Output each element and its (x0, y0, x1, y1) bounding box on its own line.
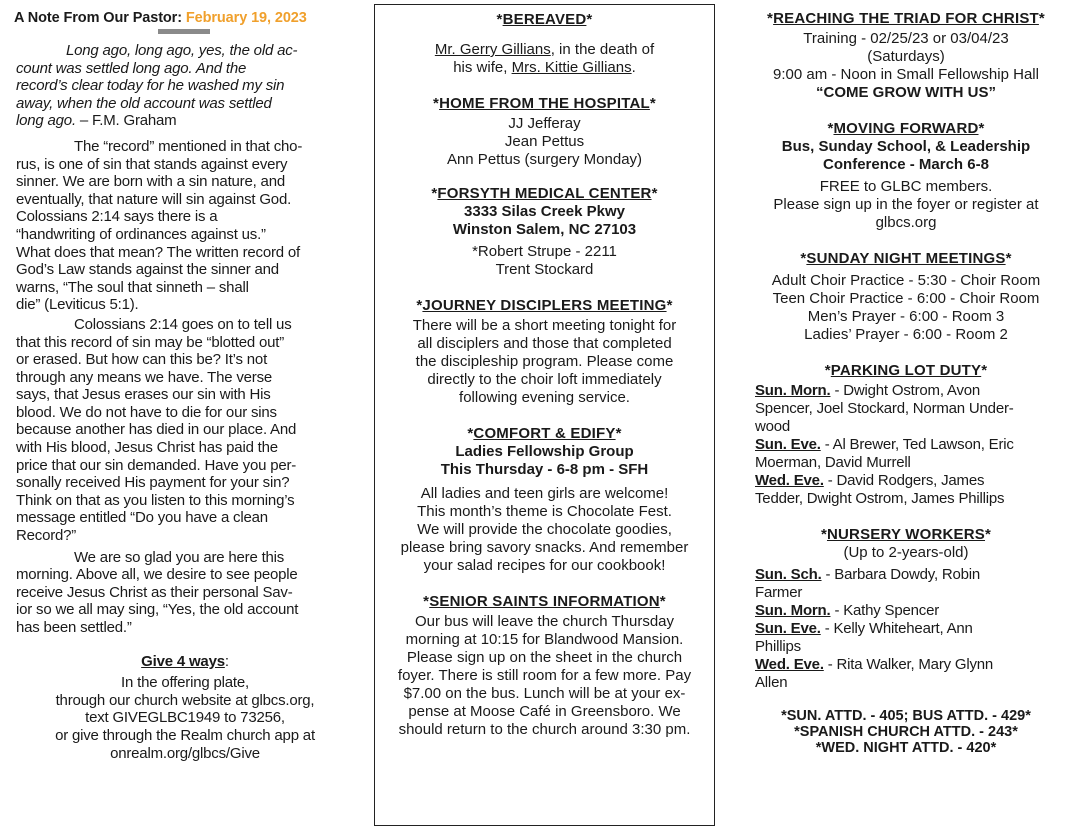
text-line: says, that Jesus erases our sin with His (16, 386, 271, 404)
bereaved-name: Mr. Gerry Gillians (434, 41, 551, 58)
attendance-line: *SUN. ATTD. - 405; BUS ATTD. - 429* (781, 708, 1031, 724)
senior-title: SENIOR SAINTS INFORMATION (429, 593, 660, 610)
text-line: morning. Above all, we desire to see people (16, 566, 298, 584)
nursery-label: Sun. Morn. (755, 602, 831, 619)
journey-title: JOURNEY DISCIPLERS MEETING (422, 297, 667, 314)
parking-label: Sun. Morn. (755, 382, 831, 399)
text-line: “handwriting of ordinances against us.” (16, 225, 266, 243)
triad-line: Training - 02/25/23 or 03/04/23 (803, 30, 1009, 47)
parking-title: PARKING LOT DUTY (830, 362, 982, 379)
text-line: sonally received His payment for your sin? (16, 474, 290, 492)
poem-line: Long ago, long ago, yes, the old ac- (66, 42, 298, 59)
nursery-names: Farmer (755, 584, 803, 601)
poem-line: count was settled long ago. And the (16, 59, 247, 77)
nursery-names: - Kelly Whiteheart, Ann (820, 620, 973, 637)
parking-list (745, 382, 1067, 508)
moving-title: MOVING FORWARD (833, 120, 979, 137)
forsyth-line: *Robert Strupe - 2211 (472, 243, 617, 260)
text-line: The “record” mentioned in that cho- (74, 137, 303, 155)
paragraph-2 (16, 316, 354, 545)
nursery-list (745, 566, 1067, 692)
meeting-line: Men’s Prayer - 6:00 - Room 3 (807, 308, 1005, 325)
bereaved-section: *BEREAVED* Mr. Gerry Gillians, in the death of his wife, Mrs. Kittie Gillians. (434, 11, 655, 76)
senior-line: should return to the church around 3:30 pm. (398, 721, 691, 738)
text-line: Colossians 2:14 goes on to tell us (74, 315, 292, 333)
comfort-bold-line: This Thursday - 6-8 pm - SFH (440, 461, 649, 478)
poem-attribution: – F.M. Graham (75, 112, 177, 130)
comfort-title: COMFORT & EDIFY (473, 425, 616, 442)
give-section (16, 653, 354, 763)
nursery-names: - Barbara Dowdy, Robin (821, 566, 981, 583)
bereaved-text: . (631, 59, 636, 76)
parking-names: Spencer, Joel Stockard, Norman Under- (755, 400, 1014, 417)
journey-line: all disciplers and those that completed (417, 335, 672, 352)
senior-line: foyer. There is still room for a few more. Pay (397, 667, 692, 684)
senior-line: morning at 10:15 for Blandwood Mansion. (405, 631, 684, 648)
senior-line: $7.00 on the bus. Lunch will be at your ex- (403, 685, 686, 702)
journey-section: *JOURNEY DISCIPLERS MEETING* There will be a short meeting tonight for all disciplers and those that completed the discipleship program. Please come directly to the choir loft immediately following evening service. (375, 297, 714, 407)
bereaved-text: his wife, (453, 59, 512, 76)
forsyth-section: *FORSYTH MEDICAL CENTER* 3333 Silas Creek Pkwy Winston Salem, NC 27103 *Robert Strupe - 2211 Trent Stockard (375, 185, 714, 279)
text-line: warns, “The soul that sinneth – shall (16, 278, 249, 296)
text-line: Record?” (16, 527, 77, 545)
announcements-box (374, 4, 715, 826)
pastor-note-header (14, 10, 354, 26)
parking-names: Tedder, Dwight Ostrom, James Phillips (755, 490, 1005, 507)
text-line: Colossians 2:14 says there is a (16, 208, 218, 226)
parking-names: Moerman, David Murrell (755, 454, 911, 471)
text-line: Think on that as you listen to this morning’s (16, 491, 295, 509)
nursery-subtitle: (Up to 2-years-old) (843, 544, 969, 561)
moving-bold-line: Bus, Sunday School, & Leadership (781, 138, 1031, 155)
text-line: price that our sin demanded. Have you per- (16, 456, 297, 474)
comfort-bold-line: Ladies Fellowship Group (455, 443, 634, 460)
text-line: eventually, that nature will sin against God. (16, 190, 292, 208)
text-line: with His blood, Jesus Christ has paid the (16, 439, 278, 457)
header-rule (158, 29, 210, 34)
text-line: or erased. But how can this be? It’s not (16, 351, 268, 369)
give-line: or give through the Realm church app at (55, 726, 315, 744)
senior-section: *SENIOR SAINTS INFORMATION* Our bus will leave the church Thursday morning at 10:15 for Blandwood Mansion. Please sign up on the sheet in the church foyer. There is still room for a few more. Pay $7.00 on the bus. Lunch will be at your ex- pense at Moose Café in Greensboro. We should return to the church around 3:30 pm. (375, 593, 714, 739)
nursery-label: Sun. Eve. (755, 620, 821, 637)
senior-line: Our bus will leave the church Thursday (414, 613, 674, 630)
nursery-label: Wed. Eve. (755, 656, 824, 673)
senior-line: pense at Moose Café in Greensboro. We (408, 703, 681, 720)
text-line: that this record of sin may be “blotted out” (16, 333, 285, 351)
nursery-names: Allen (755, 674, 788, 691)
comfort-line: your salad recipes for our cookbook! (423, 557, 666, 574)
parking-label: Sun. Eve. (755, 436, 821, 453)
give-line: In the offering plate, (121, 674, 249, 692)
moving-line: Please sign up in the foyer or register at (773, 196, 1039, 213)
text-line: God’s Law stands against the sinner and (16, 261, 279, 279)
triad-title: REACHING THE TRIAD FOR CHRIST (773, 10, 1039, 27)
give-line: through our church website at glbcs.org, (55, 691, 315, 709)
moving-line: FREE to GLBC members. (819, 178, 993, 195)
text-line: die” (Leviticus 5:1). (16, 296, 139, 314)
text-line: through any means we have. The verse (16, 368, 273, 386)
nursery-title-row: *NURSERY WORKERS* (Up to 2-years-old) (745, 526, 1067, 562)
moving-bold-line: Conference - March 6-8 (823, 156, 989, 173)
parking-names: wood (755, 418, 791, 435)
text-line: ior so we all may sing, “Yes, the old account (16, 601, 299, 619)
poem-line: record’s clear today for he washed my sin (16, 77, 285, 95)
triad-line: 9:00 am - Noon in Small Fellowship Hall (773, 66, 1039, 83)
sunday-night-section: *SUNDAY NIGHT MEETINGS* Adult Choir Practice - 5:30 - Choir Room Teen Choir Practice - 6:00 - Choir Room Men’s Prayer - 6:00 - Room 3 Ladies’ Prayer - 6:00 - Room 2 (745, 250, 1067, 344)
moving-line: glbcs.org (875, 214, 937, 231)
forsyth-title: FORSYTH MEDICAL CENTER (437, 185, 652, 202)
forsyth-line: Trent Stockard (495, 261, 594, 278)
text-line: rus, is one of sin that stands against every (16, 155, 288, 173)
pastor-note-column (8, 0, 354, 762)
text-line: blood. We do not have to die for our sins (16, 403, 277, 421)
parking-label: Wed. Eve. (755, 472, 824, 489)
sunday-night-title: SUNDAY NIGHT MEETINGS (806, 250, 1006, 267)
text-line: has been settled.” (16, 619, 132, 636)
schedule-column (745, 0, 1067, 756)
forsyth-address: Winston Salem, NC 27103 (452, 221, 637, 238)
give-line: onrealm.org/glbcs/Give (110, 744, 260, 762)
comfort-section: *COMFORT & EDIFY* Ladies Fellowship Group This Thursday - 6-8 pm - SFH All ladies and teen girls are welcome! This month’s theme is Chocolate Fest. We will provide the chocolate goodies, please bring savory snacks. And remember your salad recipes for our cookbook! (375, 425, 714, 575)
hospital-line: Jean Pettus (504, 133, 585, 150)
pastor-note-date: February 19, 2023 (185, 10, 307, 26)
pastor-note-label: A Note From Our Pastor: (14, 10, 182, 26)
parking-names: - Dwight Ostrom, Avon (830, 382, 981, 399)
hospital-line: JJ Jefferay (508, 115, 581, 132)
text-line: receive Jesus Christ as their personal Sav- (16, 583, 293, 601)
give-colon: : (224, 652, 229, 670)
give-title: Give 4 ways (141, 652, 225, 670)
poem-line: away, when the old account was settled (16, 94, 272, 112)
journey-line: There will be a short meeting tonight for (412, 317, 677, 334)
nursery-label: Sun. Sch. (755, 566, 822, 583)
journey-line: following evening service. (459, 389, 630, 406)
senior-line: Please sign up on the sheet in the church (406, 649, 683, 666)
hymn-quote (16, 42, 354, 130)
forsyth-address: 3333 Silas Creek Pkwy (464, 203, 625, 220)
nursery-names: - Kathy Spencer (830, 602, 940, 619)
text-line: What does that mean? The written record of (16, 243, 300, 261)
nursery-title: NURSERY WORKERS (826, 526, 986, 543)
nursery-names: Phillips (755, 638, 801, 655)
bereaved-text: , in the death of (550, 41, 655, 58)
comfort-line: We will provide the chocolate goodies, (417, 521, 672, 538)
give-line: text GIVEGLBC1949 to 73256, (85, 709, 285, 727)
hospital-line: Ann Pettus (surgery Monday) (446, 151, 643, 168)
text-line: because another has died in our place. And (16, 421, 297, 439)
comfort-line: All ladies and teen girls are welcome! (420, 485, 669, 502)
attendance-line: *WED. NIGHT ATTD. - 420* (815, 740, 997, 756)
comfort-line: This month’s theme is Chocolate Fest. (417, 503, 672, 520)
meeting-line: Teen Choir Practice - 6:00 - Choir Room (772, 290, 1040, 307)
text-line: sinner. We are born with a sin nature, and (16, 173, 285, 191)
text-line: message entitled “Do you have a clean (16, 509, 268, 527)
hospital-title: HOME FROM THE HOSPITAL (439, 95, 650, 112)
meeting-line: Adult Choir Practice - 5:30 - Choir Room (771, 272, 1041, 289)
attendance-line: *SPANISH CHURCH ATTD. - 243* (794, 724, 1018, 740)
parking-names: - Al Brewer, Ted Lawson, Eric (820, 436, 1014, 453)
bereaved-title: BEREAVED (502, 11, 587, 28)
poem-line: long ago. (16, 112, 76, 130)
comfort-line: please bring savory snacks. And remember (400, 539, 689, 556)
parking-names: - David Rodgers, James (823, 472, 985, 489)
text-line: We are so glad you are here this (74, 548, 285, 566)
hospital-section: *HOME FROM THE HOSPITAL* JJ Jefferay Jean Pettus Ann Pettus (surgery Monday) (375, 95, 714, 169)
attendance-summary (745, 708, 1067, 756)
triad-section: *REACHING THE TRIAD FOR CHRIST* Training - 02/25/23 or 03/04/23 (Saturdays) 9:00 am - Noon in Small Fellowship Hall “COME GROW WITH US” (745, 10, 1067, 102)
triad-slogan: “COME GROW WITH US” (816, 84, 996, 101)
paragraph-3 (16, 549, 354, 637)
moving-section: *MOVING FORWARD* Bus, Sunday School, & Leadership Conference - March 6-8 FREE to GLBC members. Please sign up in the foyer or register at glbcs.org (745, 120, 1067, 232)
paragraph-1 (16, 138, 354, 314)
parking-title-row: *PARKING LOT DUTY* (824, 362, 988, 379)
meeting-line: Ladies’ Prayer - 6:00 - Room 2 (804, 326, 1008, 343)
nursery-names: - Rita Walker, Mary Glynn (823, 656, 994, 673)
bereaved-name: Mrs. Kittie Gillians (511, 59, 632, 76)
triad-line: (Saturdays) (867, 48, 945, 65)
journey-line: the discipleship program. Please come (415, 353, 674, 370)
journey-line: directly to the choir loft immediately (427, 371, 662, 388)
